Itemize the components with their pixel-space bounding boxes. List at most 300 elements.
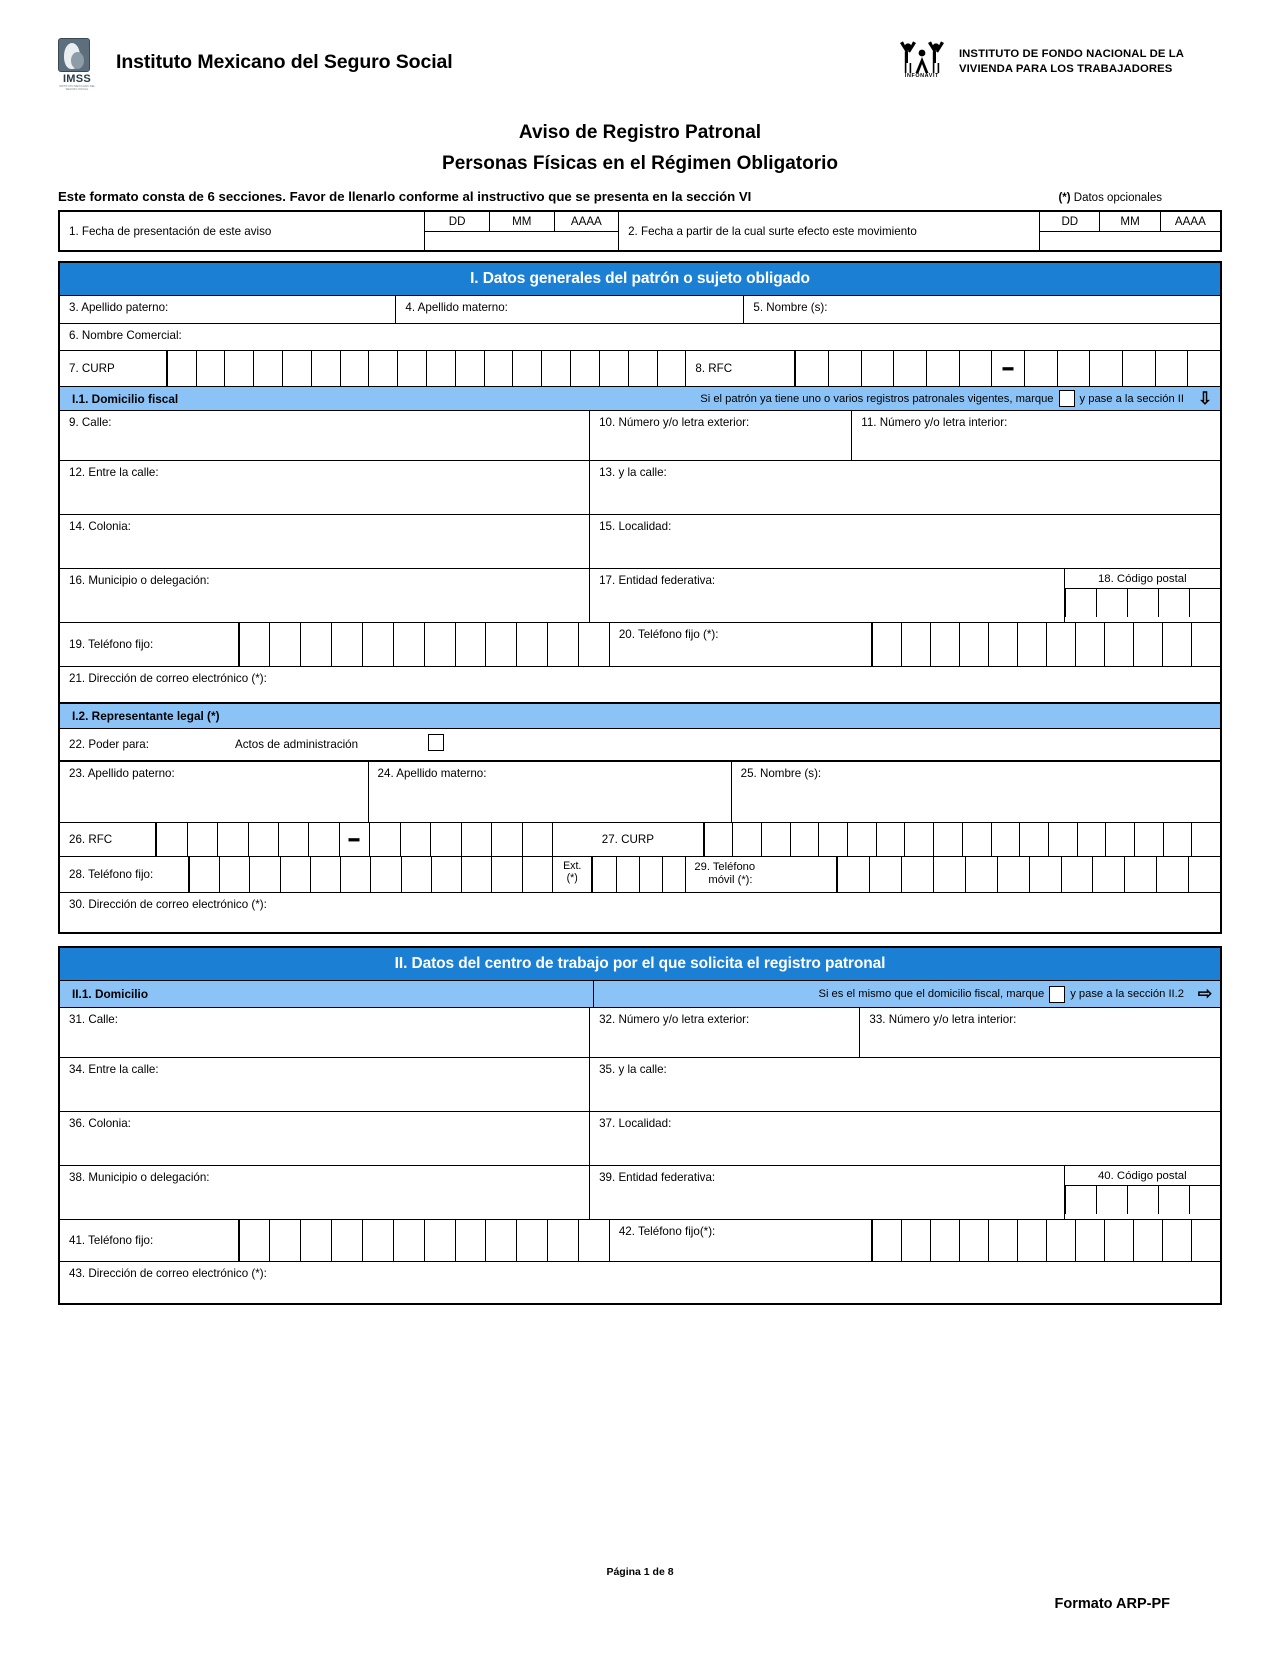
char-box[interactable] [331,623,362,666]
char-box[interactable] [362,1220,393,1261]
field-6-label: 6. Nombre Comercial: [69,329,182,342]
char-box[interactable] [761,823,790,856]
char-box[interactable] [331,1220,362,1261]
page-number: Página 1 de 8 [606,1566,674,1578]
row-rep-names [60,760,1220,822]
char-box[interactable] [1134,823,1163,856]
char-box[interactable] [1158,1186,1189,1214]
char-box[interactable] [876,823,905,856]
field-7-curp-boxes[interactable] [167,351,687,386]
char-box[interactable] [239,623,270,666]
date-field-1-label: 1. Fecha de presentación de este aviso [69,224,272,238]
dates-frame [58,210,1222,252]
char-box[interactable] [311,351,340,386]
char-box[interactable] [189,857,219,892]
char-box[interactable] [662,857,685,892]
char-box[interactable] [1162,623,1191,666]
char-box[interactable] [962,823,991,856]
char-box[interactable] [362,623,393,666]
char-box[interactable] [578,1220,609,1261]
char-box[interactable] [991,823,1020,856]
char-box[interactable] [196,351,225,386]
char-box[interactable] [424,623,455,666]
char-box[interactable] [1096,589,1127,617]
field-4-apellido-materno[interactable] [396,296,744,323]
char-box[interactable] [1024,351,1057,386]
imss-wordmark: IMSS [62,73,92,85]
char-box[interactable] [282,351,311,386]
char-box[interactable] [308,823,338,856]
field-39-label: 39. Entidad federativa: [599,1171,716,1184]
field-19-telefono-boxes[interactable] [239,623,610,666]
date-field-2-label: 2. Fecha a partir de la cual surte efecto este movimiento [628,224,917,238]
subsection-1-1-label: I.1. Domicilio fiscal [72,391,179,406]
char-box[interactable] [400,823,430,856]
char-box[interactable] [249,857,279,892]
field-15-localidad[interactable] [590,515,1220,568]
infonavit-logo-icon [896,39,948,85]
char-box[interactable] [869,857,901,892]
char-box[interactable] [485,1220,516,1261]
char-box[interactable] [988,623,1017,666]
date-field-1-inputs [425,212,619,250]
char-box[interactable] [310,857,340,892]
field-20-telefono-label-cell [610,623,872,666]
field-19-label: 19. Teléfono fijo: [69,638,154,651]
field-25-label: 25. Nombre (s): [740,767,822,780]
field-38-municipio[interactable] [60,1166,590,1219]
field-29-movil-boxes[interactable] [837,857,1220,892]
char-box[interactable] [933,857,965,892]
imss-institution-name: Instituto Mexicano del Seguro Social [116,50,453,73]
instruction-text: Este formato consta de 6 secciones. Favor de llenarlo conforme al instructivo que se presenta en la sección VI [58,189,752,204]
field-16-municipio[interactable] [60,569,590,622]
field-42-telefono-boxes[interactable] [872,1220,1220,1261]
char-box[interactable] [578,623,609,666]
registros-vigentes-checkbox[interactable] [1059,390,1075,407]
char-box[interactable] [393,623,424,666]
field-5-label: 5. Nombre (s): [753,301,828,314]
char-box[interactable] [455,351,484,386]
char-box[interactable] [1133,1220,1162,1261]
char-box[interactable] [187,823,217,856]
field-14-label: 14. Colonia: [69,520,131,533]
imss-branding [58,38,453,91]
field-38-label: 38. Municipio o delegación: [69,1171,210,1184]
row-curp-rfc [60,350,1220,386]
char-box[interactable] [1089,351,1122,386]
field-10-num-exterior[interactable] [590,411,852,460]
char-box[interactable] [340,857,370,892]
document-title-line-2: Personas Físicas en el Régimen Obligatorio [442,153,838,174]
subsection-1-1-bar [60,386,1220,410]
field-26-rfc-boxes[interactable] [156,823,553,856]
aaaa-header-2: AAAA [1161,212,1220,232]
char-box[interactable] [1127,1186,1158,1214]
char-box[interactable] [424,1220,455,1261]
char-box[interactable] [837,857,869,892]
infonavit-branding [896,39,1184,85]
char-box[interactable] [1019,823,1048,856]
subsection-2-1-note [594,986,1190,1003]
field-37-label: 37. Localidad: [599,1117,672,1130]
row-ct-calle [60,1007,1220,1057]
char-box[interactable] [1075,1220,1104,1261]
char-box[interactable] [1057,351,1090,386]
formato-code: Formato ARP-PF [1054,1596,1170,1612]
char-box[interactable] [1046,623,1075,666]
field-42-telefono-label-cell [610,1220,872,1261]
row-rep-correo [60,892,1220,932]
subsection-1-1-note-tail: y pase a la sección II [1079,392,1184,405]
ext-label-line-2: (*) [566,872,578,884]
char-box[interactable] [219,857,249,892]
char-box[interactable] [1187,351,1220,386]
field-30-correo[interactable] [60,893,1220,932]
field-14-colonia[interactable] [60,515,590,568]
field-35-y-la-calle[interactable] [590,1058,1220,1111]
char-box[interactable] [461,823,491,856]
char-box[interactable] [239,1220,270,1261]
char-box[interactable] [930,1220,959,1261]
field-31-label: 31. Calle: [69,1013,118,1026]
subsection-2-1-note-text: Si es el mismo que el domicilio fiscal, marque [818,988,1045,1000]
char-box[interactable] [516,1220,547,1261]
field-23-apellido-paterno[interactable] [60,762,369,822]
field-32-label: 32. Número y/o letra exterior: [599,1013,750,1026]
date-field-2 [619,212,1040,250]
char-box[interactable] [818,823,847,856]
char-box[interactable] [628,351,657,386]
char-box[interactable] [1092,857,1124,892]
field-41-telefono-label-cell [60,1220,239,1261]
field-28-telefono-label-cell [60,857,189,892]
char-box[interactable] [959,351,992,386]
field-5-nombre[interactable] [744,296,1220,323]
char-box[interactable] [1163,823,1192,856]
char-box[interactable] [397,351,426,386]
char-box[interactable] [965,857,997,892]
field-40-codigo-postal [1065,1166,1220,1219]
field-39-entidad[interactable] [590,1166,1064,1219]
mismo-domicilio-checkbox[interactable] [1049,986,1065,1003]
char-box[interactable] [872,1220,901,1261]
char-box[interactable] [1048,823,1077,856]
field-20-telefono-boxes[interactable] [872,623,1220,666]
char-box[interactable] [1162,1220,1191,1261]
char-box[interactable] [997,857,1029,892]
field-41-telefono-boxes[interactable] [239,1220,610,1261]
char-box[interactable] [455,1220,486,1261]
char-box[interactable] [1017,1220,1046,1261]
row-ct-correo [60,1261,1220,1303]
row-names [60,295,1220,323]
char-box[interactable] [426,351,455,386]
row-ct-telefonos [60,1219,1220,1261]
char-box[interactable] [639,857,662,892]
field-36-colonia[interactable] [60,1112,590,1165]
field-7-label: 7. CURP [69,362,115,375]
char-box[interactable] [278,823,308,856]
infonavit-line-2: VIVIENDA PARA LOS TRABAJADORES [958,63,1173,75]
field-12-entre-calle[interactable] [60,461,590,514]
char-box[interactable] [167,351,196,386]
field-42-label: 42. Teléfono fijo(*): [618,1225,716,1238]
optional-data-note [1058,192,1162,204]
char-box[interactable] [1104,623,1133,666]
char-box[interactable] [570,351,599,386]
rfc-dash [349,838,360,841]
row-poder-para [60,728,1220,760]
char-box[interactable] [522,823,552,856]
field-21-label: 21. Dirección de correo electrónico (*): [69,672,267,685]
char-box[interactable] [280,857,310,892]
char-box[interactable] [1105,823,1134,856]
char-box[interactable] [1029,857,1061,892]
field-4-label: 4. Apellido materno: [405,301,508,314]
infonavit-institution-name [959,47,1184,77]
field-18-label: 18. Código postal [1065,569,1220,589]
char-box[interactable] [1122,351,1155,386]
row-ct-municipio [60,1165,1220,1219]
char-box[interactable] [300,1220,331,1261]
aaaa-header-1: AAAA [555,212,619,232]
char-box[interactable] [401,857,431,892]
field-9-calle[interactable] [60,411,590,460]
char-box[interactable] [1133,623,1162,666]
section-1-frame [58,261,1222,934]
char-box[interactable] [1124,857,1156,892]
field-8-rfc-boxes[interactable] [795,351,1220,386]
char-box[interactable] [269,623,300,666]
char-box[interactable] [988,1220,1017,1261]
field-28-telefono-boxes[interactable] [189,857,553,892]
section-2-frame [58,946,1222,1305]
char-box[interactable] [904,823,933,856]
field-3-apellido-paterno[interactable] [60,296,396,323]
char-box[interactable] [861,351,894,386]
field-28-ext-boxes[interactable] [592,857,686,892]
dd-header-1: DD [425,212,490,232]
imss-microtext: INSTITUTO MEXICANO DEL SEGURO SOCIAL [58,85,96,91]
char-box[interactable] [657,351,686,386]
field-21-correo[interactable] [60,667,1220,702]
char-box[interactable] [512,351,541,386]
char-box[interactable] [1191,823,1220,856]
document-title-line-1: Aviso de Registro Patronal [518,122,762,143]
char-box[interactable] [901,623,930,666]
char-box[interactable] [368,351,397,386]
subsection-1-1-note [594,390,1190,407]
infonavit-figures-icon [896,39,948,75]
field-28-label: 28. Teléfono fijo: [69,868,154,881]
char-box[interactable] [1191,1220,1220,1261]
char-box[interactable] [893,351,926,386]
char-box[interactable] [491,823,521,856]
char-box[interactable] [1158,589,1189,617]
char-box[interactable] [217,823,247,856]
row-correo-fiscal [60,666,1220,702]
field-31-calle[interactable] [60,1008,590,1057]
char-box[interactable] [516,623,547,666]
char-box[interactable] [1065,589,1096,617]
char-box[interactable] [370,857,400,892]
char-box[interactable] [1189,589,1220,617]
field-9-label: 9. Calle: [69,416,112,429]
char-box[interactable] [461,857,491,892]
row-ct-colonia [60,1111,1220,1165]
char-box[interactable] [541,351,570,386]
field-41-label: 41. Teléfono fijo: [69,1234,154,1247]
field-34-entre-calle[interactable] [60,1058,590,1111]
field-35-label: 35. y la calle: [599,1063,667,1076]
char-box[interactable] [455,623,486,666]
char-box[interactable] [1189,1186,1220,1214]
field-26-label: 26. RFC [69,833,113,846]
char-box[interactable] [547,623,578,666]
char-box[interactable] [1127,589,1158,617]
field-17-label: 17. Entidad federativa: [599,574,716,587]
char-box[interactable] [1075,623,1104,666]
char-box[interactable] [599,351,628,386]
char-box[interactable] [592,857,615,892]
subsection-1-2-label: I.2. Representante legal (*) [72,709,220,723]
field-19-telefono-label-cell [60,623,239,666]
field-43-correo[interactable] [60,1262,1220,1303]
char-box[interactable] [156,823,186,856]
field-3-label: 3. Apellido paterno: [69,301,169,314]
char-box[interactable] [901,857,933,892]
mm-header-2: MM [1100,212,1160,232]
field-8-rfc-label-cell [686,351,795,386]
rfc-dash [1002,367,1013,370]
right-arrow-icon: ⇨ [1197,984,1213,1003]
row-entre-calles [60,460,1220,514]
field-12-label: 12. Entre la calle: [69,466,159,479]
char-box[interactable] [300,623,331,666]
infonavit-line-1: INSTITUTO DE FONDO NACIONAL DE LA [958,48,1184,60]
section-2-bar: II. Datos del centro de trabajo por el que solicita el registro patronal [60,948,1220,980]
field-29-label-line-1: 29. Teléfono [694,861,756,873]
field-23-label: 23. Apellido paterno: [69,767,175,780]
subsection-2-1-bar [60,980,1220,1007]
field-27-curp-boxes[interactable] [704,823,1220,856]
char-box[interactable] [795,351,828,386]
optional-mark: (*) [1058,192,1071,204]
char-box[interactable] [1188,857,1220,892]
field-24-apellido-materno[interactable] [369,762,732,822]
field-33-label: 33. Número y/o letra interior: [869,1013,1017,1026]
field-17-entidad[interactable] [590,569,1064,622]
ext-label-line-1: Ext. [563,860,582,872]
char-box[interactable] [847,823,876,856]
char-box[interactable] [253,351,282,386]
char-box[interactable] [1155,351,1188,386]
char-box[interactable] [248,823,278,856]
subsection-2-1-label: II.1. Domicilio [60,981,594,1007]
char-box[interactable] [430,823,460,856]
char-box[interactable] [1156,857,1188,892]
row-nombre-comercial [60,323,1220,350]
char-box[interactable] [547,1220,578,1261]
char-box[interactable] [926,351,959,386]
char-box[interactable] [1065,1186,1096,1214]
char-box[interactable] [1096,1186,1127,1214]
char-box[interactable] [959,1220,988,1261]
char-box[interactable] [224,351,253,386]
char-box[interactable] [1046,1220,1075,1261]
field-10-label: 10. Número y/o letra exterior: [599,416,750,429]
instruction-row [0,175,1280,204]
field-18-codigo-postal [1065,569,1220,622]
char-box[interactable] [485,623,516,666]
page-header [0,0,1280,91]
field-15-label: 15. Localidad: [599,520,672,533]
char-box[interactable] [704,823,733,856]
field-13-y-la-calle[interactable] [590,461,1220,514]
row-rep-rfc-curp [60,822,1220,856]
char-box[interactable] [828,351,861,386]
char-box[interactable] [522,857,552,892]
field-33-num-interior[interactable] [860,1008,1220,1057]
char-box[interactable] [431,857,461,892]
char-box[interactable] [340,351,369,386]
mm-header-1: MM [490,212,555,232]
char-box[interactable] [484,351,513,386]
char-box[interactable] [1061,857,1093,892]
field-30-label: 30. Dirección de correo electrónico (*): [69,898,267,911]
field-37-localidad[interactable] [590,1112,1220,1165]
field-16-label: 16. Municipio o delegación: [69,574,210,587]
subsection-2-1-note-tail: y pase a la sección II.2 [1070,988,1184,1000]
field-32-num-exterior[interactable] [590,1008,860,1057]
infonavit-wordmark: INFONAVIT [904,73,939,79]
field-34-label: 34. Entre la calle: [69,1063,159,1076]
field-27-curp-label-cell [553,823,704,856]
row-telefonos-fiscal [60,622,1220,666]
char-box[interactable] [491,857,521,892]
char-box[interactable] [393,1220,424,1261]
field-25-nombre[interactable] [732,762,1220,822]
field-40-label: 40. Código postal [1065,1166,1220,1186]
char-box[interactable] [901,1220,930,1261]
char-box[interactable] [369,823,399,856]
char-box[interactable] [790,823,819,856]
field-29-label-line-2: móvil (*): [708,874,753,886]
row-calle [60,410,1220,460]
actos-administracion-checkbox[interactable] [428,734,444,756]
field-22-option-label: Actos de administración [235,738,359,751]
char-box[interactable] [930,623,959,666]
char-box[interactable] [1191,623,1220,666]
char-box[interactable] [732,823,761,856]
section-1-bar: I. Datos generales del patrón o sujeto obligado [60,263,1220,295]
char-box[interactable] [1104,1220,1133,1261]
char-box[interactable] [1077,823,1106,856]
char-box[interactable] [269,1220,300,1261]
field-36-label: 36. Colonia: [69,1117,131,1130]
char-box[interactable] [872,623,901,666]
char-box[interactable] [1017,623,1046,666]
field-6-nombre-comercial[interactable] [60,324,1220,350]
field-13-label: 13. y la calle: [599,466,667,479]
field-26-rfc-label-cell [60,823,156,856]
char-box[interactable] [959,623,988,666]
date-field-1 [60,212,425,250]
field-11-num-interior[interactable] [852,411,1220,460]
char-box[interactable] [616,857,639,892]
char-box[interactable] [933,823,962,856]
